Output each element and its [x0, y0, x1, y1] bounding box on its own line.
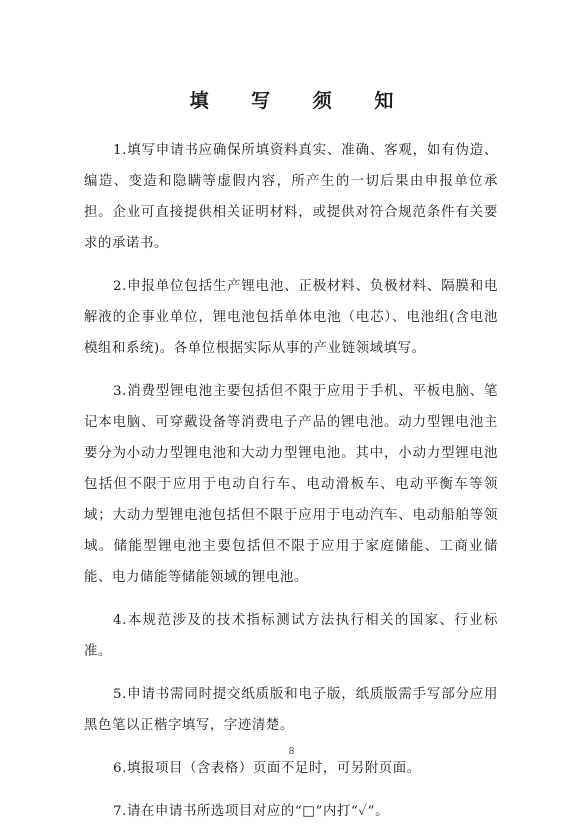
- instructions-body: [84, 135, 498, 839]
- instruction-item-3: 3.消费型锂电池主要包括但不限于应用于手机、平板电脑、笔记本电脑、可穿戴设备等消费电子产品的锂电池。动力型锂电池主要分为小动力型锂电池和大动力型锂电池。其中，小动力型锂电池包括但不限于应用于电动自行车、电动滑板车、电动平衡车等领域；大动力型锂电池包括但不限于应用于电动汽车、电动船舶等领域。储能型锂电池主要包括但不限于应用于家庭储能、工商业储能、电力储能等储能领域的锂电池。: [84, 384, 498, 585]
- page-number: 8: [288, 746, 295, 757]
- instruction-item-6: 6.填报项目（含表格）页面不足时，可另附页面。: [113, 761, 421, 776]
- instruction-item-4: 4.本规范涉及的技术指标测试方法执行相关的国家、行业标准。: [84, 613, 498, 659]
- instruction-item-1: 1.填写申请书应确保所填资料真实、准确、客观，如有伪造、编造、变造和隐瞒等虚假内容，所产生的一切后果由申报单位承担。企业可直接提供相关证明材料，或提供对符合规范条件有关要求的承诺书。: [84, 143, 498, 251]
- instruction-item-5: 5.申请书需同时提交纸质版和电子版，纸质版需手写部分应用黑色笔以正楷字填写，字迹清楚。: [84, 687, 498, 733]
- instruction-item-2: 2.申报单位包括生产锂电池、正极材料、负极材料、隔膜和电解液的企事业单位，锂电池包括单体电池（电芯）、电池组(含电池模组和系统)。各单位根据实际从事的产业链领域填写。: [84, 279, 498, 356]
- instruction-item-7: 7.请在申请书所选项目对应的“□”内打“✓”。: [113, 804, 390, 819]
- document-title: 填 写 须 知: [189, 90, 412, 112]
